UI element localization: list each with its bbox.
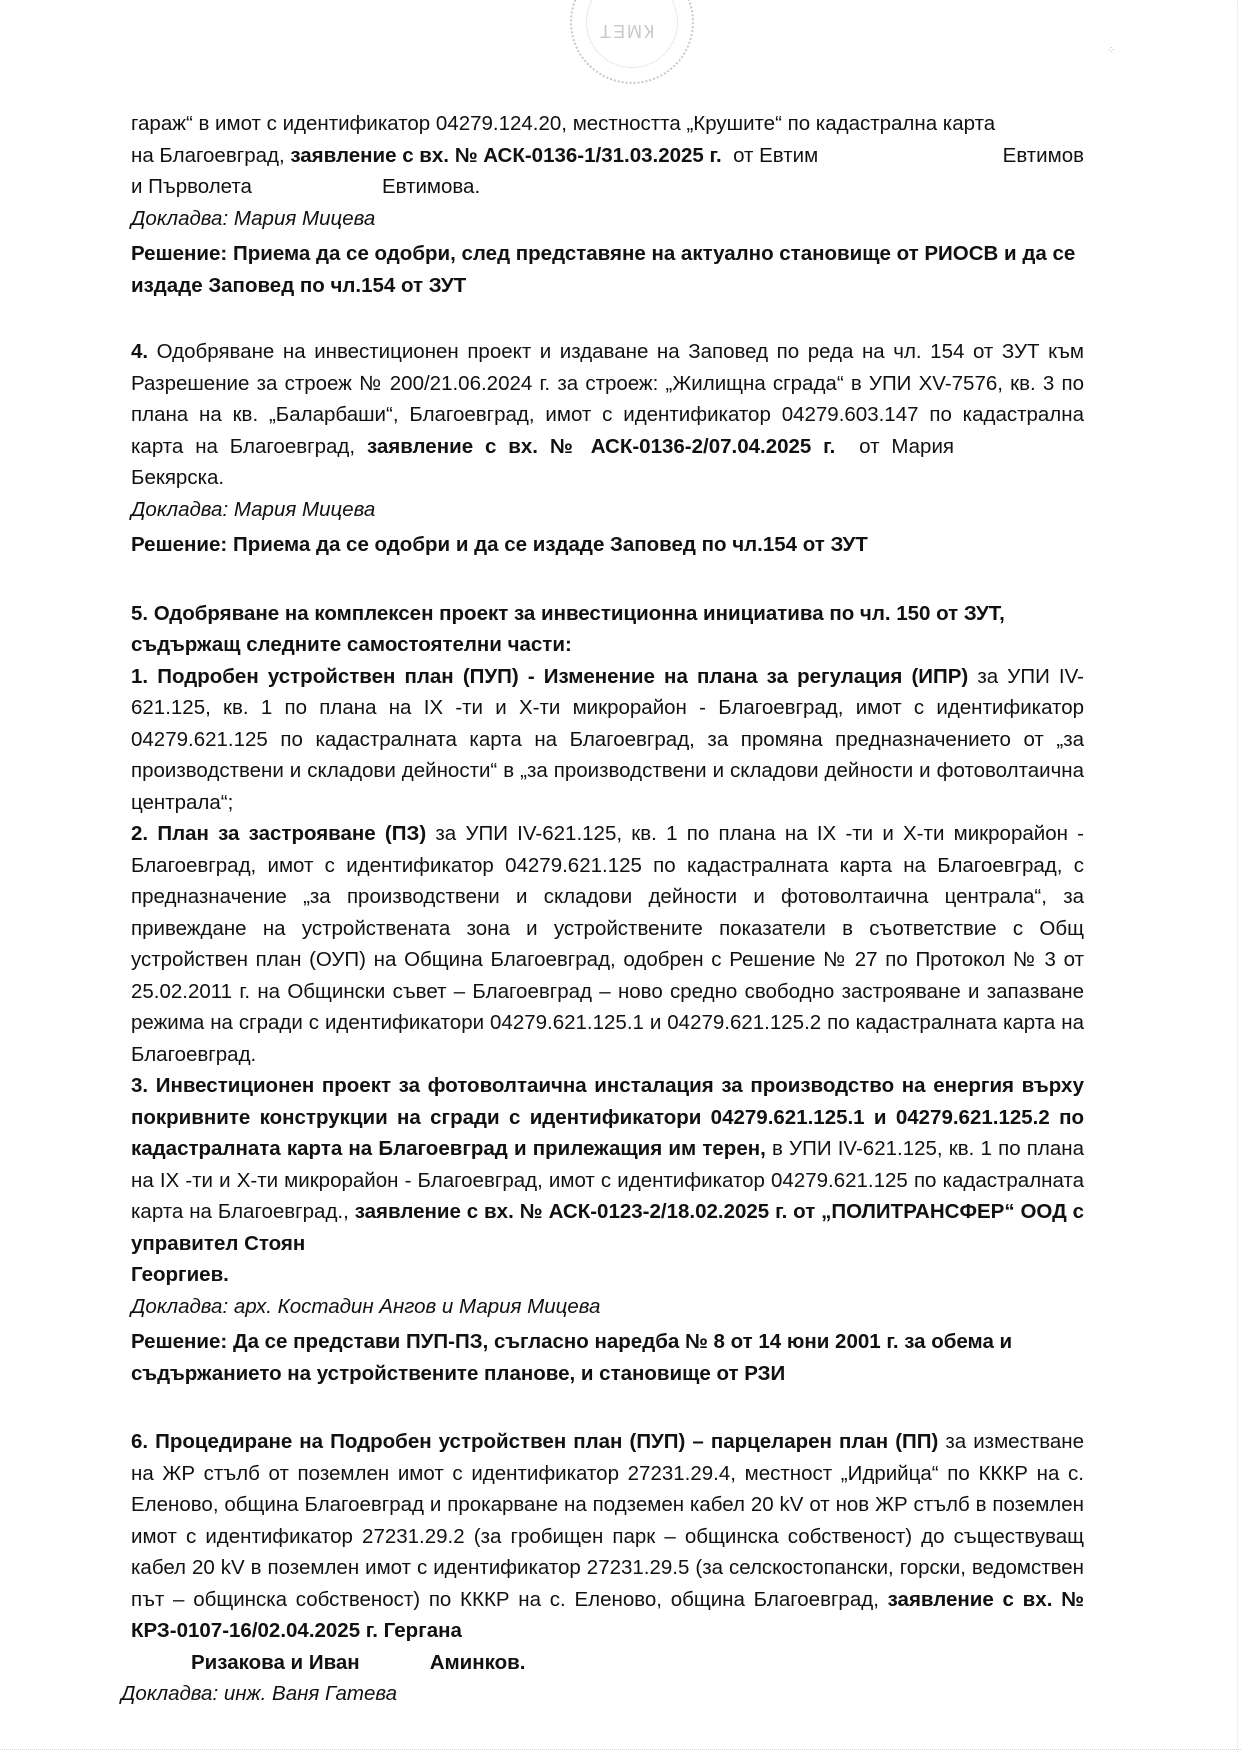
scan-edge-right <box>1237 0 1239 1754</box>
scan-edge-bottom <box>0 1749 1241 1751</box>
stamp-text: КМЕТ <box>598 21 655 41</box>
decision: Решение: Приема да се одобри, след представяне на актуално становище от РИОСВ и да се издаде Заповед по чл.154 от ЗУТ <box>131 242 1076 297</box>
item3-line2: на Благоевград, заявление с вх. № АСК-0136-1/31.03.2025 г. от Евтим Евтимов <box>131 140 1084 172</box>
official-stamp <box>570 0 694 84</box>
agenda-item-6 <box>121 1426 1084 1710</box>
reporter: Докладва: Мария Мицева <box>131 497 376 521</box>
reporter: Докладва: арх. Костадин Ангов и Мария Мицева <box>131 1294 601 1318</box>
application-ref: заявление с вх. № КРЗ-0107-16/02.04.2025 г. Гергана <box>131 1587 1084 1642</box>
applicant-names: Ризакова и Иван Аминков. <box>191 1650 526 1674</box>
item-number: 4. <box>131 340 149 363</box>
item3-line3: и Първолета Евтимова. <box>131 175 481 198</box>
item5-part3: 3. Инвестиционен проект за фотоволтаична инсталация за производство на енергия върху покривните конструкции на сгради с идентификатори 04279.621.125.1 и 04279.621.125.2 по кадастралната карта на Благоевград и прилежащия им терен, в УПИ IV-621.125, кв. 1 по плана на IX -ти и X-ти микрорайон - Благоевград, имот с идентификатор 04279.621.125 по кадастралната карта на Благоевград., заявление с вх. № АСК-0123-2/18.02.2025 г. от „ПОЛИТРАНСФЕР“ ООД с управител Стоян <box>131 1074 1084 1255</box>
reporter: Докладва: инж. Ваня Гатева <box>121 1682 398 1705</box>
item5-heading: 5. Одобряване на комплексен проект за инвестиционна инициатива по чл. 150 от ЗУТ, съдържащ следните самостоятелни части: <box>131 601 1005 656</box>
item6-text: 6. Процедиране на Подробен устройствен план (ПУП) – парцеларен план (ПП) за изместване на ЖР стълб от поземлен имот с идентификатор 27231.29.4, местност „Идрийца“ по КККР на с. Еленово, община Благоевград и прокарване на подземен кабел 20 kV от нов ЖР стълб в поземлен имот с идентификатор 27231.29.2 (за гробищен парк – общинска собственост) до съществуващ кабел 20 kV в поземлен имот с идентификатор 27231.29.5 (за селскостопански, горски, ведомствен път – общинска собственост) по КККР на с. Еленово, община Благоевград, заявление с вх. № КРЗ-0107-16/02.04.2025 г. Гергана <box>131 1430 1084 1642</box>
item5-part1: 1. Подробен устройствен план (ПУП) - Изменение на плана за регулация (ИПР) за УПИ IV-621.125, кв. 1 по плана на IX -ти и X-ти микрорайон - Благоевград, имот с идентификатор 04279.621.125 по кадастралната карта на Благоевград, за промяна предназначението от „за производствени и складови дейности“ в „за производствени и складови дейности и фотоволтаична централа“; <box>131 664 1084 814</box>
decision: Решение: Приема да се одобри и да се издаде Заповед по чл.154 от ЗУТ <box>131 533 868 556</box>
applicant-surname: Евтимов <box>1002 143 1084 167</box>
item3-line1: гараж“ в имот с идентификатор 04279.124.20, местността „Крушите“ по кадастрална карта <box>131 112 996 135</box>
document-body <box>121 108 1084 1710</box>
item5-part2: 2. План за застрояване (ПЗ) за УПИ IV-621.125, кв. 1 по плана на IX -ти и X-ти микрорайон - Благоевград, имот с идентификатор 04279.621.125 по кадастралната карта на Благоевград, с предназначение „за производствени и складови дейности и фотоволтаична централа“, за привеждане на устройствената зона и устройствените показатели в съответствие с Общ устройствен план (ОУП) на Община Благоевград, одобрен с Решение № 27 по Протокол № 3 от 25.02.2011 г. на Общински съвет – Благоевград – ново средно свободно застрояване и запазване режима на сгради с идентификатори 04279.621.125.1 и 04279.621.125.2 по кадастралната карта на Благоевград. <box>131 822 1084 1066</box>
decision: Решение: Да се представи ПУП-ПЗ, съгласно наредба № 8 от 14 юни 2001 г. за обема и съдържанието на устройствените планове, и становище от РЗИ <box>131 1330 1013 1385</box>
applicant-name: Георгиев. <box>131 1263 229 1286</box>
application-ref: заявление с вх. № АСК-0136-2/07.04.2025 г. <box>366 434 836 458</box>
scan-specks: ⁘ <box>1107 45 1116 56</box>
reporter: Докладва: Мария Мицева <box>131 206 376 230</box>
agenda-item-3-tail <box>131 108 1084 301</box>
application-ref: заявление с вх. № АСК-0123-2/18.02.2025 г. от „ПОЛИТРАНСФЕР“ ООД с управител Стоян <box>131 1200 1084 1255</box>
item4-text: 4. Одобряване на инвестиционен проект и издаване на Заповед по реда на чл. 154 от ЗУТ към Разрешение за строеж № 200/21.06.2024 г. за строеж: „Жилищна сграда“ в УПИ XV-7576, кв. 3 по плана на кв. „Баларбаши“, Благоевград, имот с идентификатор 04279.603.147 по кадастрална карта на Благоевград, заявление с вх. № АСК-0136-2/07.04.2025 г. от МарияБекярска. <box>131 340 1084 489</box>
agenda-item-5 <box>131 598 1084 1390</box>
agenda-item-4 <box>131 336 1084 561</box>
application-ref: заявление с вх. № АСК-0136-1/31.03.2025 г. <box>290 143 722 167</box>
